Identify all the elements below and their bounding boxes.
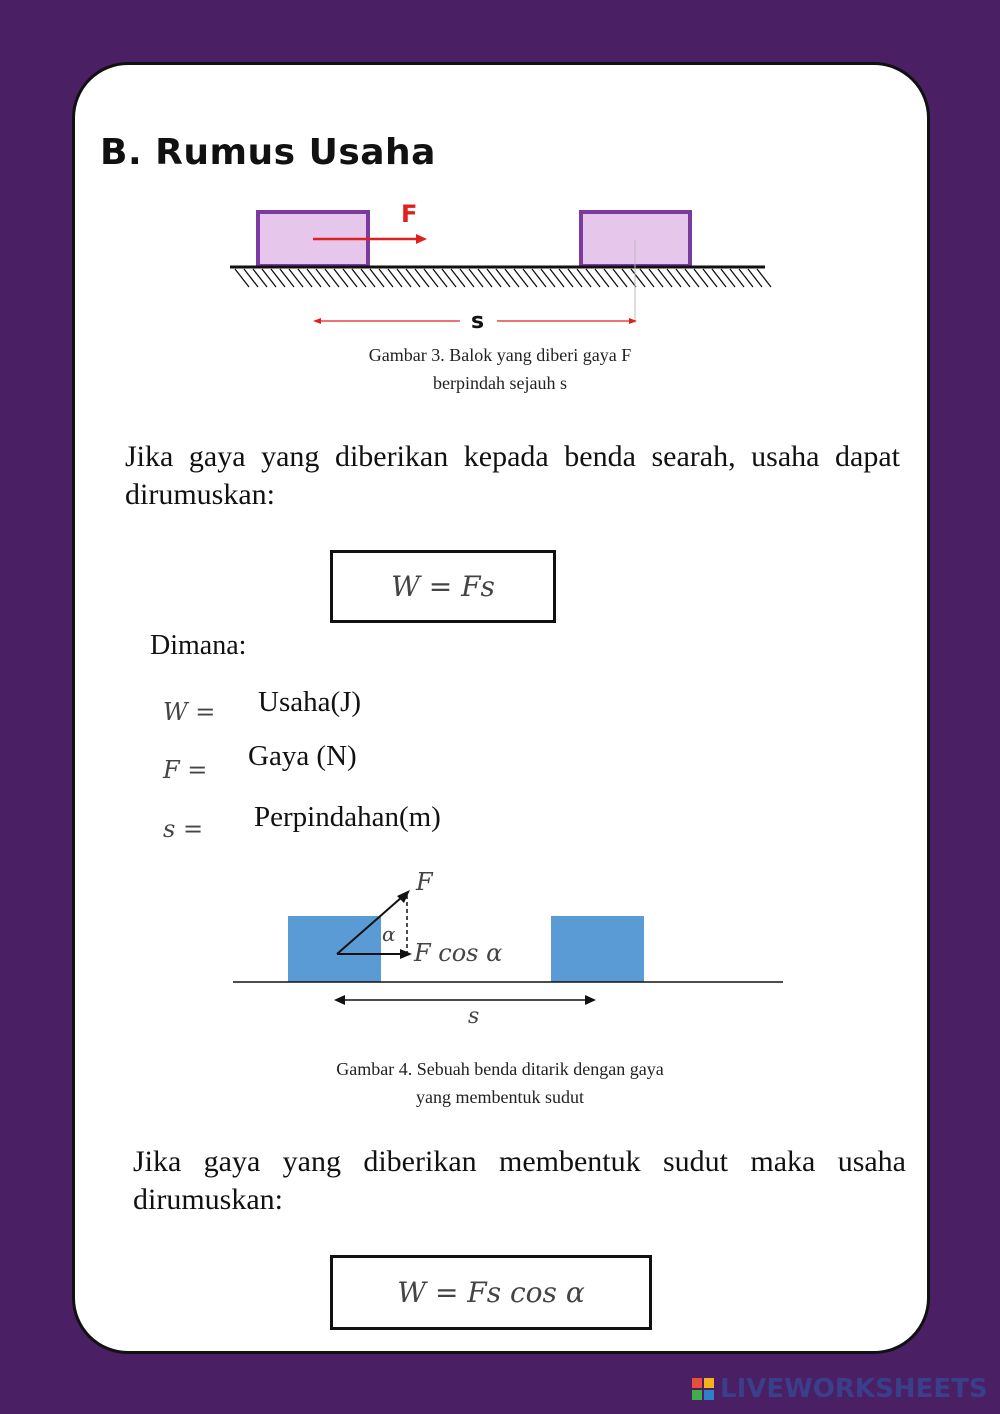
displacement-arrow-right-4	[585, 995, 596, 1005]
figure-4-diagram	[230, 865, 790, 1035]
paragraph-1: Jika gaya yang diberikan kepada benda searah, usaha dapat dirumuskan:	[125, 440, 900, 511]
displacement-arrow-right	[629, 318, 637, 324]
force-label-4: F	[416, 868, 433, 896]
liveworksheets-logo-icon	[692, 1378, 714, 1400]
formula-box-2	[330, 1255, 652, 1330]
force-vector-head	[397, 890, 410, 903]
displacement-arrow-left	[313, 318, 321, 324]
component-label: F cos α	[414, 939, 503, 967]
displacement-arrow-left-4	[334, 995, 345, 1005]
definition-symbol-w: W =	[163, 698, 216, 726]
definition-meaning-f: Gaya (N)	[248, 740, 357, 772]
block-pulled	[288, 916, 381, 982]
formula-box-1	[330, 550, 556, 623]
figure-3-diagram	[225, 195, 780, 335]
watermark-text: LIVEWORKSHEETS	[720, 1374, 988, 1404]
block-displaced	[551, 916, 644, 982]
angle-label: α	[382, 922, 396, 946]
figure-3-caption-line2: berpindah sejauh s	[433, 373, 567, 393]
section-title: B. Rumus Usaha	[100, 132, 436, 173]
dimana-label: Dimana:	[150, 630, 247, 661]
force-arrow-head	[416, 234, 427, 244]
ground-hatch	[235, 269, 771, 287]
figure-4-caption	[270, 1055, 730, 1111]
definition-meaning-s: Perpindahan(m)	[254, 801, 441, 833]
figure-3-caption-line1: Gambar 3. Balok yang diberi gaya F	[368, 345, 632, 365]
displacement-label-4: s	[468, 1004, 480, 1029]
formula-2: W = Fs cos α	[397, 1276, 585, 1309]
figure-4-caption-line1: Gambar 4. Sebuah benda ditarik dengan gaya	[336, 1059, 664, 1079]
paragraph-2: Jika gaya yang diberikan membentuk sudut maka usaha dirumuskan:	[133, 1145, 906, 1216]
horizontal-component-head	[400, 949, 412, 959]
figure-3-caption	[290, 341, 710, 397]
definition-symbol-s: s =	[163, 815, 204, 843]
definition-meaning-w: Usaha(J)	[258, 686, 362, 718]
watermark	[692, 1374, 988, 1404]
figure-4-caption-line2: yang membentuk sudut	[416, 1087, 584, 1107]
definition-symbol-f: F =	[163, 756, 208, 784]
force-label: F	[401, 200, 418, 228]
formula-1: W = Fs	[391, 570, 495, 603]
displacement-label: s	[471, 309, 485, 334]
